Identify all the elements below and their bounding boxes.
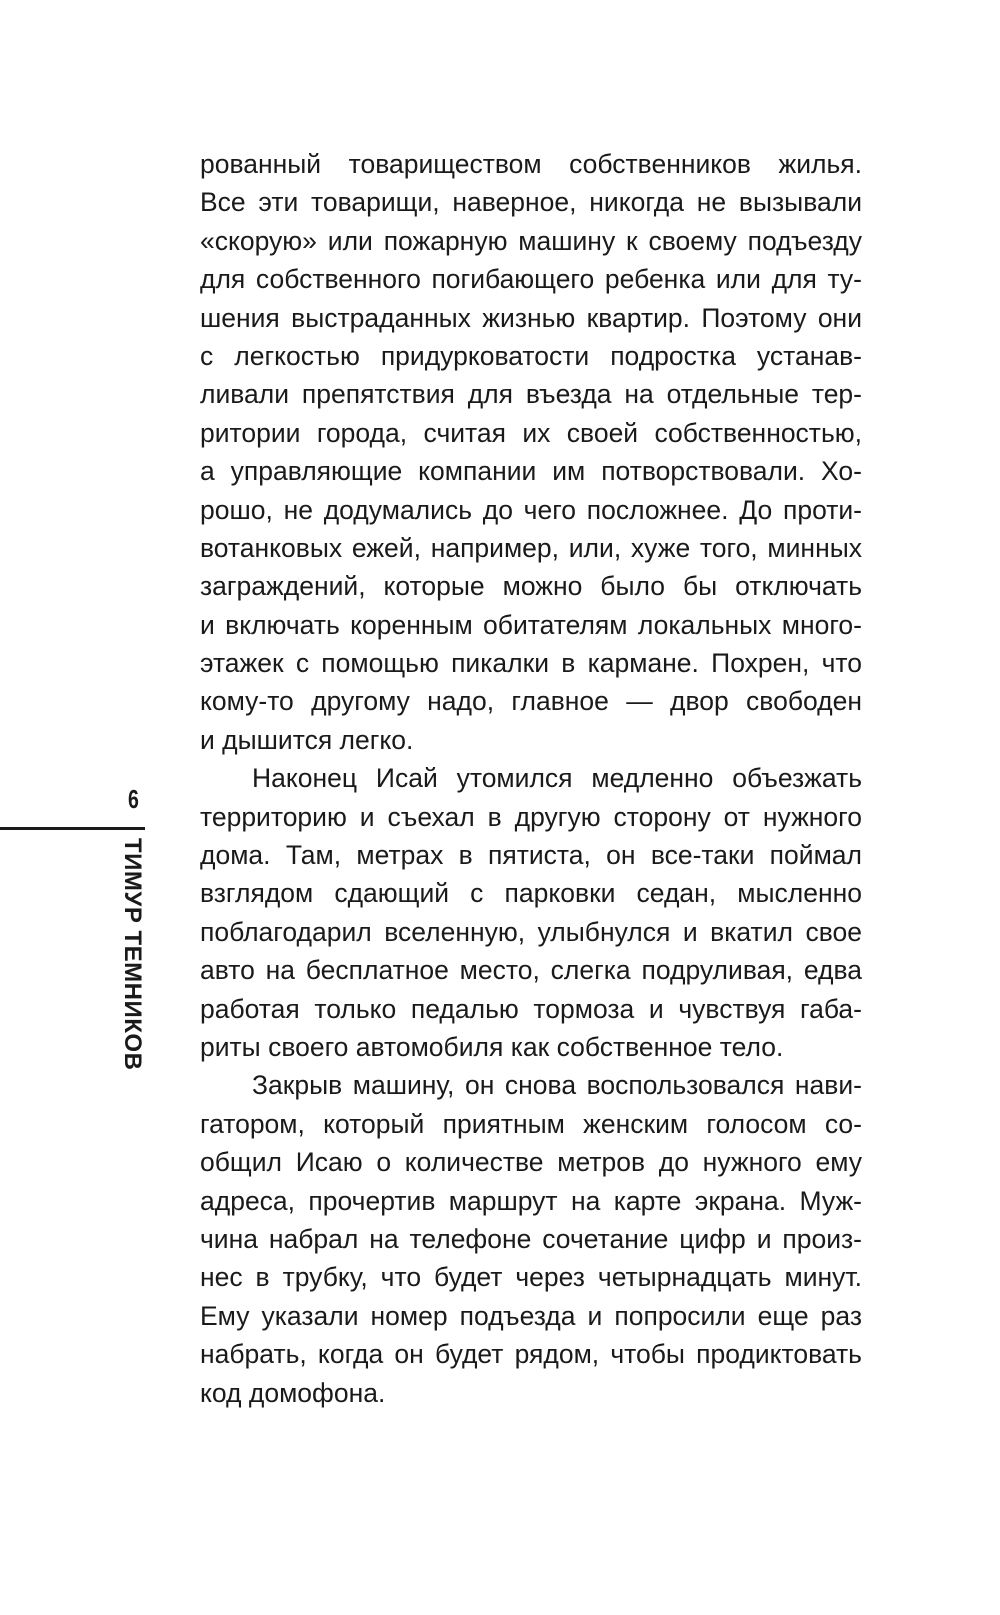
text-line: гатором, который приятным женским голосом со- <box>200 1108 862 1139</box>
text-line: общил Исаю о количестве метров до нужного ему <box>200 1147 862 1178</box>
text-line: шения выстраданных жизнью квартир. Поэтому они <box>200 302 862 333</box>
text-line: набрать, когда он будет рядом, чтобы продиктовать <box>200 1339 862 1370</box>
text-line: дома. Там, метрах в пятиста, он все-таки поймал <box>200 840 862 871</box>
text-line: а управляющие компании им потворствовали. Хо- <box>200 456 862 487</box>
page-number: 6 <box>128 784 139 814</box>
text-line: ритории города, считая их своей собственностью, <box>200 417 862 448</box>
text-line: для собственного погибающего ребенка или для ту- <box>200 264 862 295</box>
text-line: адреса, прочертив маршрут на карте экрана. Муж- <box>200 1185 862 1216</box>
margin-divider <box>0 827 145 830</box>
text-line: работая только педалью тормоза и чувствуя габа- <box>200 993 862 1024</box>
text-line: с легкостью придурковатости подростка устанав- <box>200 340 862 371</box>
text-line: вотанковых ежей, например, или, хуже того, минных <box>200 532 862 563</box>
text-line: чина набрал на телефоне сочетание цифр и произ- <box>200 1223 862 1254</box>
body-text <box>200 145 862 1412</box>
text-line: авто на бесплатное место, слегка подруливая, едва <box>200 955 862 986</box>
text-line: заграждений, которые можно было бы отключать <box>200 571 862 602</box>
paragraph <box>200 145 862 759</box>
running-head-author: ТИМУР ТЕМНИКОВ <box>119 838 146 1071</box>
text-line: Закрыв машину, он снова воспользовался нави- <box>252 1070 862 1101</box>
text-line: риты своего автомобиля как собственное тело. <box>200 1031 784 1062</box>
text-line: поблагодарил вселенную, улыбнулся и вкатил свое <box>200 916 862 947</box>
text-line: «скорую» или пожарную машину к своему подъезду <box>200 225 862 256</box>
text-line: и включать коренным обитателям локальных много- <box>200 609 862 640</box>
text-line: этажек с помощью пикалки в кармане. Похрен, что <box>200 648 862 679</box>
text-line: Ему указали номер подъезда и попросили еще раз <box>200 1300 862 1331</box>
text-line: ливали препятствия для въезда на отдельные тер- <box>200 379 862 410</box>
text-line: рованный товариществом собственников жилья. <box>200 149 862 179</box>
text-line: рошо, не додумались до чего посложнее. До проти- <box>200 494 862 525</box>
text-line: Все эти товарищи, наверное, никогда не вызывали <box>200 187 862 218</box>
text-line: Наконец Исай утомился медленно объезжать <box>252 763 862 794</box>
text-line: и дышится легко. <box>200 724 414 755</box>
text-line: код домофона. <box>200 1377 386 1408</box>
text-line: территорию и съехал в другую сторону от нужного <box>200 801 862 832</box>
text-line: нес в трубку, что будет через четырнадцать минут. <box>200 1262 862 1293</box>
paragraph <box>200 759 862 1066</box>
paragraph <box>200 1066 862 1412</box>
text-line: взглядом сдающий с парковки седан, мысленно <box>200 878 862 909</box>
text-line: кому-то другому надо, главное — двор свободен <box>200 686 862 717</box>
